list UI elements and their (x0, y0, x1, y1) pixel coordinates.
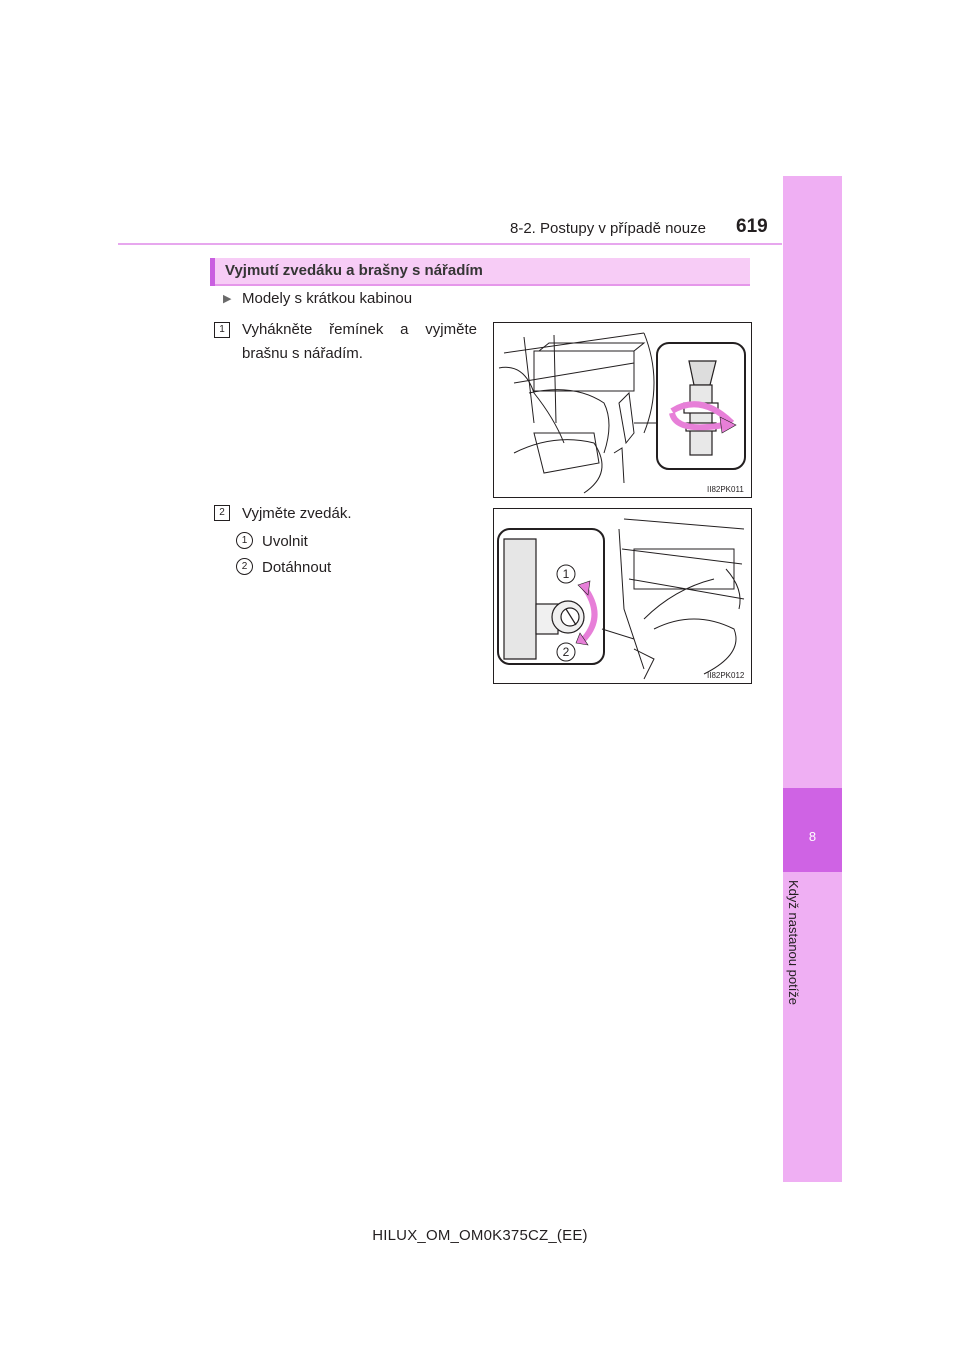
figure-tool-bag (493, 322, 752, 498)
chapter-title: Když nastanou potíže (786, 880, 801, 1006)
figure-label-2: 2 (562, 645, 570, 659)
step-1-text: Vyhákněte řemínek a vyjměte brašnu s nářadím. (242, 321, 477, 362)
footer-doc-id: HILUX_OM_OM0K375CZ_(EE) (372, 1227, 588, 1244)
triangle-right-icon: ▶ (223, 293, 232, 305)
step-number-2: 2 (214, 505, 230, 521)
section-title: Vyjmutí zvedáku a brašny s nářadím (225, 262, 483, 279)
chapter-title-vertical (786, 880, 822, 1020)
figure-code-1: II82PK011 (707, 485, 744, 494)
jack-illustration (494, 509, 751, 683)
step-number-1: 1 (214, 322, 230, 338)
figure-code-2: II82PK012 (707, 671, 745, 680)
substep-number-2: 2 (236, 558, 253, 575)
page-number: 619 (736, 216, 768, 237)
tool-bag-illustration (494, 323, 751, 497)
header-section-title: 8-2. Postupy v případě nouze (510, 220, 706, 237)
substep-2-text: Dotáhnout (262, 559, 332, 576)
step-2-text: Vyjměte zvedák. (242, 505, 352, 522)
subheading: Modely s krátkou kabinou (242, 290, 413, 307)
substep-1-text: Uvolnit (262, 533, 308, 550)
figure-label-1: 1 (562, 567, 570, 581)
section-accent-stripe (210, 258, 215, 286)
substep-number-1: 1 (236, 532, 253, 549)
header-divider (118, 243, 782, 245)
chapter-side-tab (783, 176, 842, 1182)
figure-jack (493, 508, 752, 684)
chapter-number: 8 (808, 829, 817, 844)
